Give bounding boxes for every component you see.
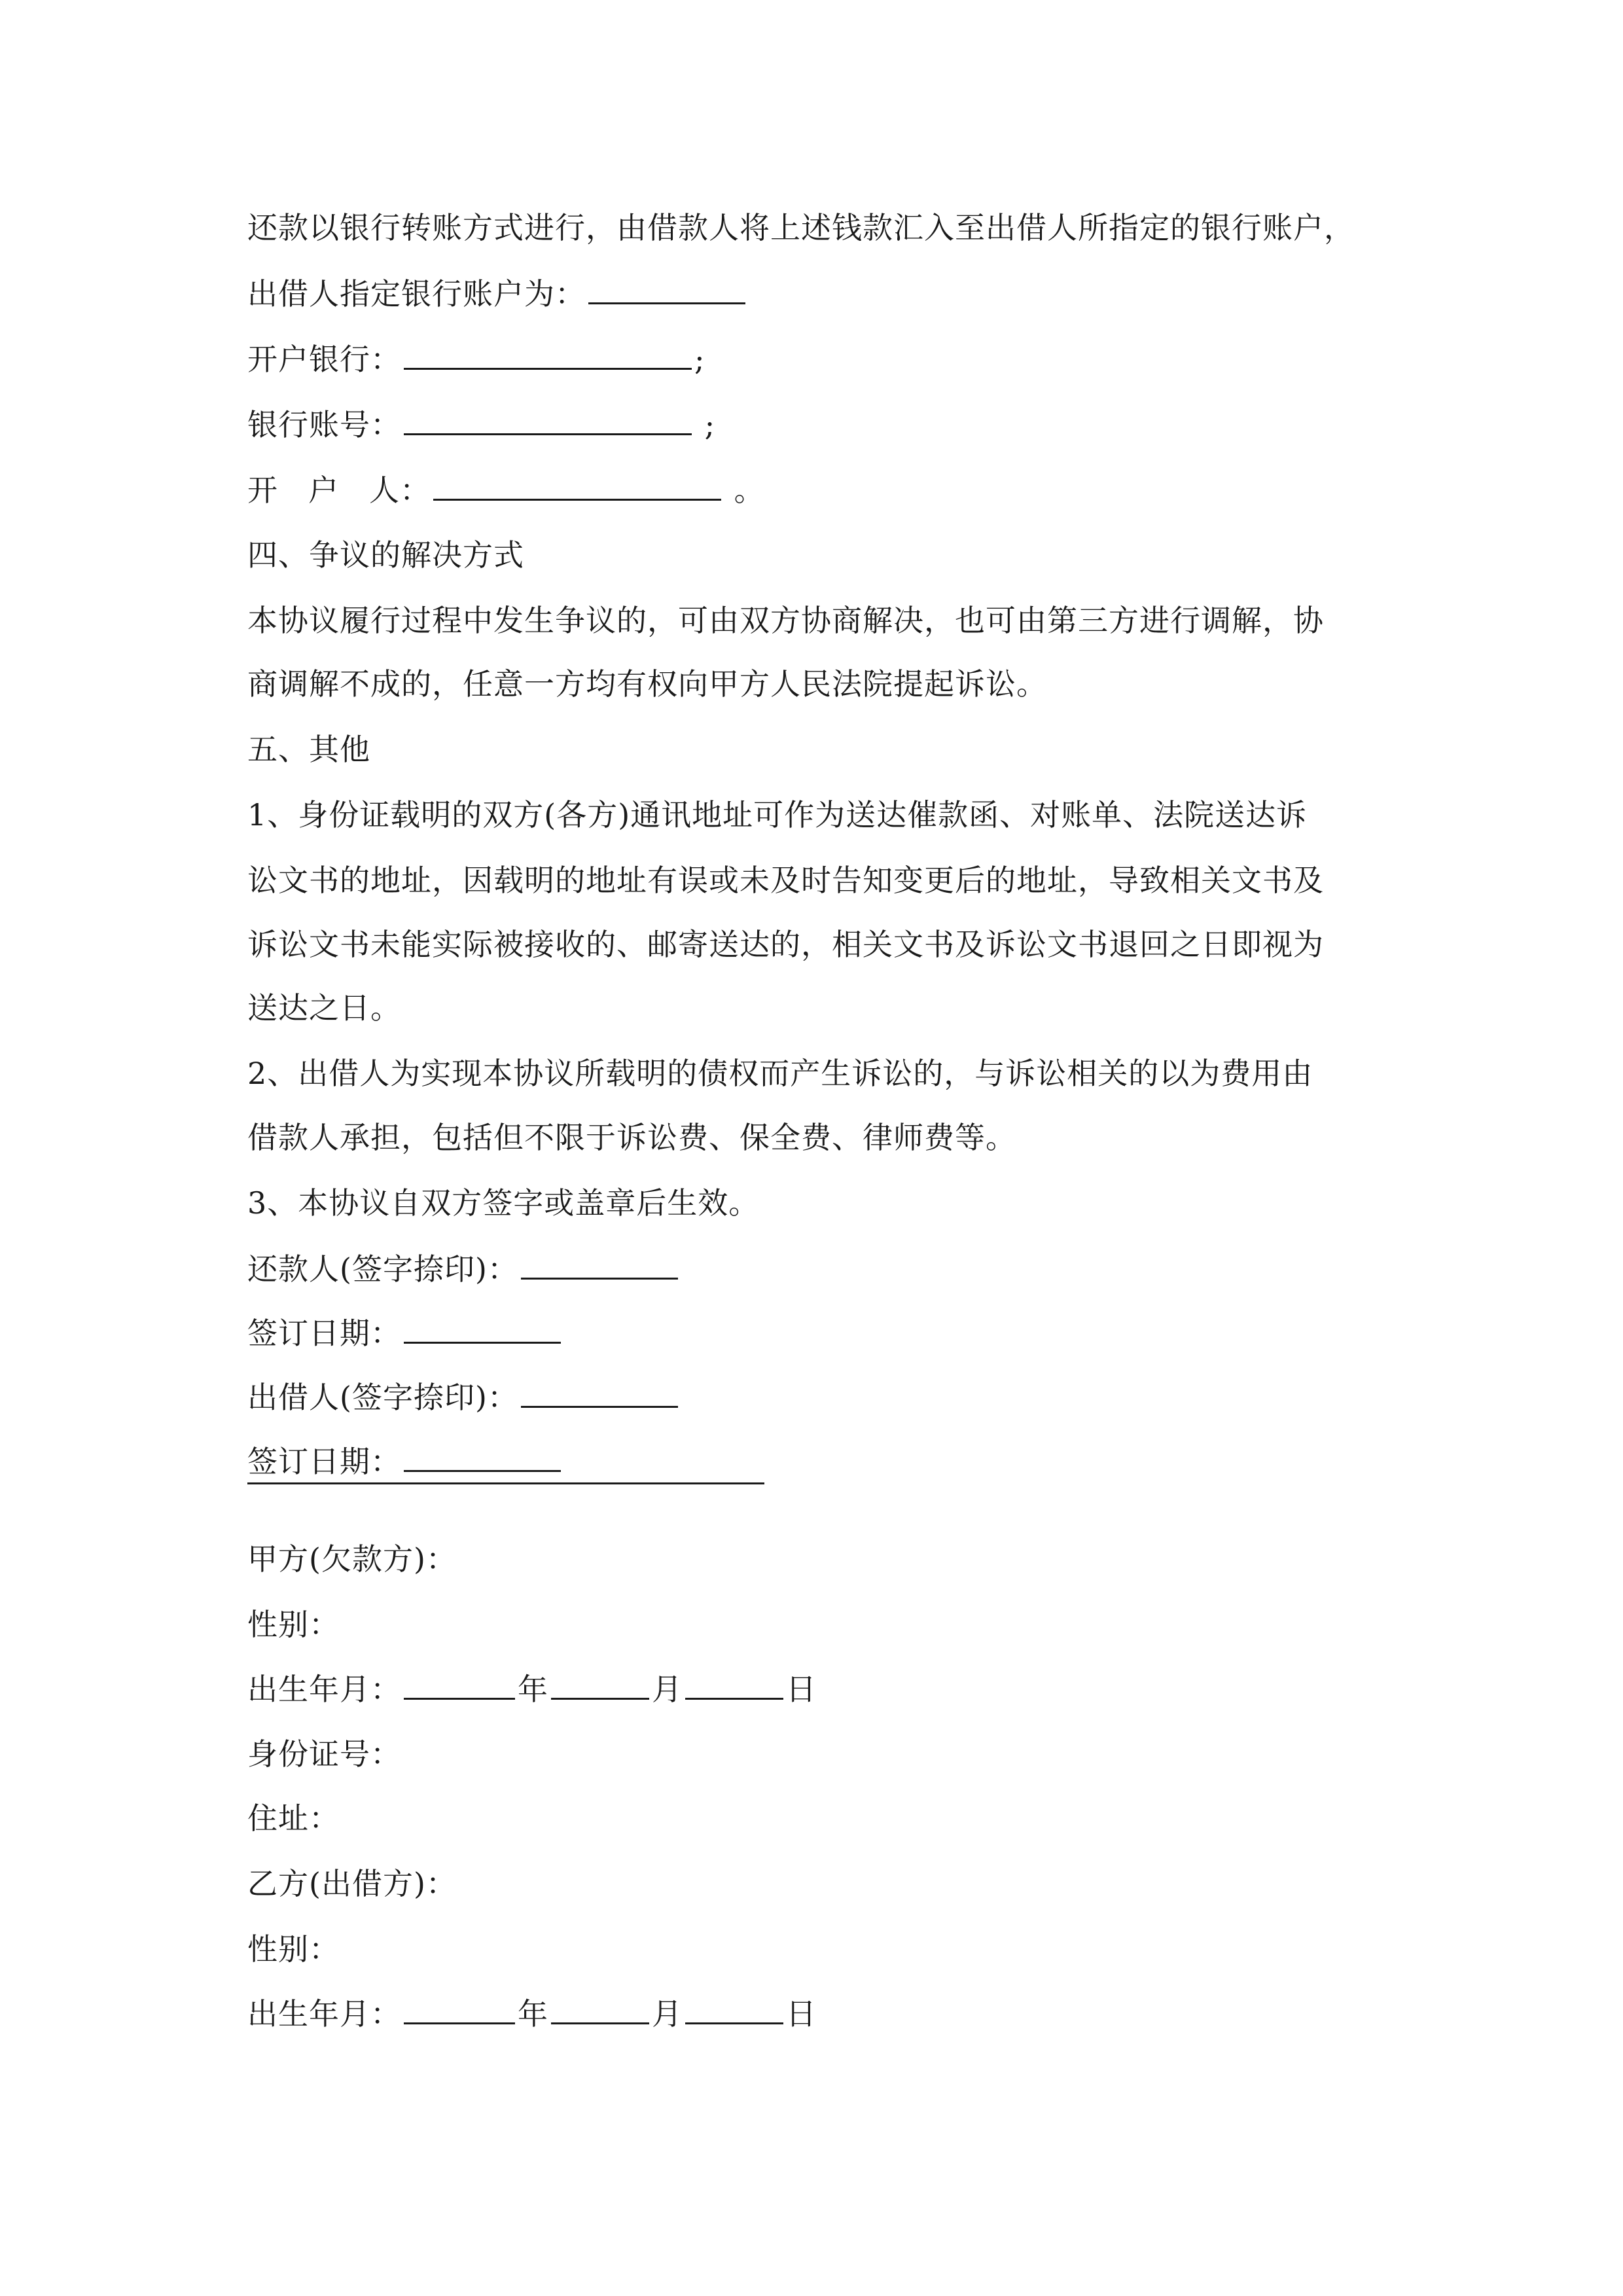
account-label: 出借人指定银行账户为： — [247, 276, 586, 312]
lender-signature-label: 出借人(签字捺印)： — [247, 1380, 518, 1415]
sign-date-blank[interactable] — [404, 1441, 561, 1472]
paragraph-line: 讼文书的地址，因载明的地址有误或未及时告知变更后的地址，导致相关文书及 — [247, 863, 1324, 898]
party-a-address: 住址： — [247, 1801, 340, 1836]
lender-signature-line — [247, 1377, 681, 1417]
month-blank[interactable] — [551, 1669, 649, 1700]
month-label: 月 — [652, 1996, 683, 2032]
paragraph-line: 本协议履行过程中发生争议的，可由双方协商解决，也可由第三方进行调解，协 — [247, 603, 1324, 638]
party-b-gender: 性别： — [247, 1931, 340, 1967]
borrower-signature-blank[interactable] — [521, 1249, 678, 1280]
day-label: 日 — [786, 1996, 817, 2032]
day-label: 日 — [786, 1672, 817, 1707]
sign-date-line — [247, 1441, 563, 1481]
year-label: 年 — [518, 1996, 548, 2032]
year-label: 年 — [518, 1672, 548, 1707]
bank-line — [247, 339, 705, 379]
paragraph-line: 3、本协议自双方签字或盖章后生效。 — [247, 1185, 760, 1221]
day-blank[interactable] — [685, 1669, 783, 1700]
bank-number-line — [247, 404, 715, 444]
birth-label: 出生年月： — [247, 1672, 401, 1707]
party-a-gender: 性别： — [247, 1607, 340, 1642]
party-a-heading: 甲方(欠款方)： — [247, 1541, 457, 1577]
sign-date-blank[interactable] — [404, 1313, 561, 1344]
birth-label: 出生年月： — [247, 1996, 401, 2032]
bank-number-end: ; — [704, 407, 716, 442]
holder-label-3: 人： — [369, 473, 431, 508]
section-heading: 五、其他 — [247, 732, 370, 767]
paragraph-line: 送达之日。 — [247, 990, 401, 1026]
party-b-heading: 乙方(出借方)： — [247, 1866, 457, 1901]
year-blank[interactable] — [404, 1994, 515, 2024]
day-blank[interactable] — [685, 1994, 783, 2024]
paragraph-line: 还款以银行转账方式进行，由借款人将上述钱款汇入至出借人所指定的银行账户， — [247, 210, 1355, 245]
sign-date-label: 签订日期： — [247, 1316, 401, 1351]
holder-end: 。 — [734, 473, 765, 508]
bank-number-blank[interactable] — [404, 404, 692, 435]
month-label: 月 — [652, 1672, 683, 1707]
account-holder-line — [247, 470, 765, 510]
bank-number-label: 银行账号： — [247, 407, 401, 442]
bank-label: 开户银行： — [247, 342, 401, 377]
borrower-signature-line — [247, 1249, 681, 1289]
account-blank[interactable] — [588, 274, 745, 304]
account-line — [247, 274, 748, 314]
bank-blank[interactable] — [404, 339, 692, 370]
party-a-birth-line — [247, 1669, 817, 1709]
month-blank[interactable] — [551, 1994, 649, 2024]
sign-date-line — [247, 1313, 563, 1353]
paragraph-line: 借款人承担，包括但不限于诉讼费、保全费、律师费等。 — [247, 1120, 1016, 1155]
lender-signature-blank[interactable] — [521, 1377, 678, 1408]
paragraph-line: 1、身份证载明的双方(各方)通讯地址可作为送达催款函、对账单、法院送达诉 — [247, 797, 1308, 833]
holder-label-2: 户 — [308, 473, 339, 508]
holder-label-1: 开 — [247, 473, 278, 508]
borrower-signature-label: 还款人(签字捺印)： — [247, 1251, 518, 1287]
party-b-birth-line — [247, 1994, 817, 2034]
section-heading: 四、争议的解决方式 — [247, 537, 524, 573]
paragraph-line: 诉讼文书未能实际被接收的、邮寄送达的，相关文书及诉讼文书退回之日即视为 — [247, 927, 1324, 962]
year-blank[interactable] — [404, 1669, 515, 1700]
holder-blank[interactable] — [433, 470, 721, 501]
divider — [247, 1482, 764, 1484]
paragraph-line: 2、出借人为实现本协议所载明的债权而产生诉讼的，与诉讼相关的以为费用由 — [247, 1056, 1313, 1091]
party-a-id: 身份证号： — [247, 1736, 401, 1772]
paragraph-line: 商调解不成的，任意一方均有权向甲方人民法院提起诉讼。 — [247, 666, 1047, 702]
bank-end: ; — [694, 342, 705, 377]
sign-date-label: 签订日期： — [247, 1444, 401, 1479]
